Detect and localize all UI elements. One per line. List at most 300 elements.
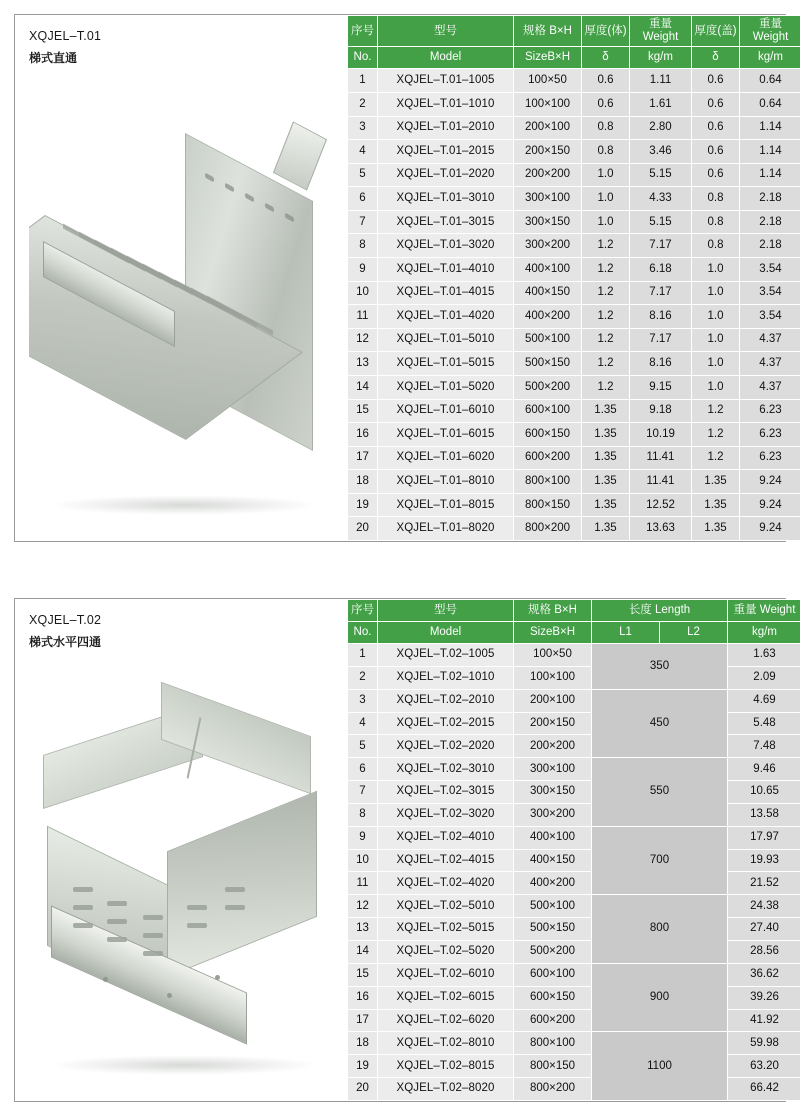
elbow-slot <box>187 905 207 910</box>
cell-no: 19 <box>348 1055 378 1078</box>
cell-value: 1.35 <box>692 493 740 517</box>
cell-value: 200×200 <box>514 735 592 758</box>
table-row <box>348 305 800 329</box>
cell-no: 14 <box>348 940 378 963</box>
cell-value: 400×150 <box>514 281 582 305</box>
cell-model: XQJEL–T.01–5010 <box>378 328 514 352</box>
table-row <box>348 872 800 895</box>
cell-length: 550 <box>592 758 728 827</box>
cell-value: 1.35 <box>582 446 630 470</box>
cell-value: 1.14 <box>740 163 800 187</box>
cell-model: XQJEL–T.01–6020 <box>378 446 514 470</box>
th2-l1: L1 <box>592 622 660 644</box>
cell-no: 16 <box>348 986 378 1009</box>
spec-table-horizontal-cross <box>347 599 800 1101</box>
cell-value: 1.0 <box>692 375 740 399</box>
th-no-cn: 序号 <box>348 16 378 47</box>
table-row <box>348 826 800 849</box>
table-row <box>348 399 800 423</box>
elbow-slot <box>225 905 245 910</box>
cell-no: 20 <box>348 1078 378 1101</box>
cell-no: 20 <box>348 517 378 541</box>
cell-weight: 41.92 <box>728 1009 800 1032</box>
table-row <box>348 140 800 164</box>
cell-weight: 4.69 <box>728 689 800 712</box>
cell-model: XQJEL–T.01–2010 <box>378 116 514 140</box>
cell-length: 800 <box>592 895 728 964</box>
table-row <box>348 281 800 305</box>
cell-value: 600×100 <box>514 963 592 986</box>
cell-model: XQJEL–T.02–8015 <box>378 1055 514 1078</box>
cell-value: 5.15 <box>630 210 692 234</box>
cell-no: 5 <box>348 735 378 758</box>
th2-model-en: Model <box>378 622 514 644</box>
cell-value: 0.8 <box>582 116 630 140</box>
cell-value: 1.0 <box>582 210 630 234</box>
cell-value: 7.17 <box>630 328 692 352</box>
table-row <box>348 93 800 117</box>
cell-no: 18 <box>348 470 378 494</box>
cell-model: XQJEL–T.02–2020 <box>378 735 514 758</box>
cell-value: 200×150 <box>514 140 582 164</box>
cell-value: 1.2 <box>582 258 630 282</box>
cell-value: 800×150 <box>514 1055 592 1078</box>
cell-value: 1.2 <box>582 328 630 352</box>
cell-value: 4.33 <box>630 187 692 211</box>
product-name-2: 梯式水平四通 <box>29 633 337 650</box>
th2-no-cn: 序号 <box>348 600 378 622</box>
cell-value: 200×150 <box>514 712 592 735</box>
tray-elbow-body <box>47 809 327 1039</box>
cell-weight: 59.98 <box>728 1032 800 1055</box>
cell-value: 1.35 <box>582 493 630 517</box>
cell-value: 0.6 <box>692 140 740 164</box>
product-photo-ladder-straight <box>29 77 339 531</box>
cell-value: 1.2 <box>582 281 630 305</box>
table-row <box>348 210 800 234</box>
table-row <box>348 1009 800 1032</box>
th-size-en: SizeB×H <box>514 47 582 69</box>
cell-value: 0.6 <box>692 116 740 140</box>
cell-value: 0.6 <box>582 69 630 93</box>
elbow-slot <box>187 923 207 928</box>
cell-value: 1.0 <box>692 305 740 329</box>
tray-end-cap <box>273 121 327 190</box>
cell-value: 3.54 <box>740 305 800 329</box>
cell-model: XQJEL–T.01–4015 <box>378 281 514 305</box>
cell-value: 6.23 <box>740 399 800 423</box>
cell-model: XQJEL–T.02–2015 <box>378 712 514 735</box>
th-thick-body-sym: δ <box>582 47 630 69</box>
cell-no: 13 <box>348 918 378 941</box>
cell-value: 5.15 <box>630 163 692 187</box>
cell-value: 400×150 <box>514 849 592 872</box>
table-row <box>348 375 800 399</box>
cell-value: 0.6 <box>582 93 630 117</box>
cell-value: 300×200 <box>514 803 592 826</box>
cell-value: 300×100 <box>514 758 592 781</box>
cell-model: XQJEL–T.01–3015 <box>378 210 514 234</box>
cell-value: 1.0 <box>582 163 630 187</box>
cell-value: 1.35 <box>692 470 740 494</box>
th2-weight-unit: kg/m <box>728 622 800 644</box>
cell-value: 600×200 <box>514 446 582 470</box>
product-name-1: 梯式直通 <box>29 49 337 66</box>
table-row <box>348 234 800 258</box>
th-model-en: Model <box>378 47 514 69</box>
cell-model: XQJEL–T.02–8010 <box>378 1032 514 1055</box>
cell-weight: 36.62 <box>728 963 800 986</box>
elbow-slot <box>73 887 93 892</box>
cell-model: XQJEL–T.02–6010 <box>378 963 514 986</box>
table-row <box>348 895 800 918</box>
cell-model: XQJEL–T.02–6015 <box>378 986 514 1009</box>
cell-value: 800×100 <box>514 1032 592 1055</box>
cell-value: 9.24 <box>740 517 800 541</box>
cell-model: XQJEL–T.01–8010 <box>378 470 514 494</box>
cell-value: 400×100 <box>514 826 592 849</box>
cell-model: XQJEL–T.02–5020 <box>378 940 514 963</box>
cell-value: 7.17 <box>630 281 692 305</box>
cell-weight: 63.20 <box>728 1055 800 1078</box>
elbow-slot <box>143 933 163 938</box>
cell-value: 800×200 <box>514 517 582 541</box>
cell-value: 0.6 <box>692 93 740 117</box>
elbow-slot <box>143 951 163 956</box>
cell-value: 1.0 <box>582 187 630 211</box>
th-thick-cover-cn: 厚度(盖) <box>692 16 740 47</box>
table-row <box>348 258 800 282</box>
cell-model: XQJEL–T.02–1005 <box>378 644 514 667</box>
cell-value: 500×100 <box>514 328 582 352</box>
cell-value: 11.41 <box>630 470 692 494</box>
cell-no: 18 <box>348 1032 378 1055</box>
table-row <box>348 666 800 689</box>
cell-value: 100×100 <box>514 666 592 689</box>
th-no-en: No. <box>348 47 378 69</box>
cell-no: 1 <box>348 69 378 93</box>
cell-value: 0.8 <box>582 140 630 164</box>
catalog-page <box>0 14 800 1116</box>
cell-no: 11 <box>348 872 378 895</box>
cell-model: XQJEL–T.02–1010 <box>378 666 514 689</box>
cell-no: 11 <box>348 305 378 329</box>
cell-value: 8.16 <box>630 305 692 329</box>
cell-weight: 66.42 <box>728 1078 800 1101</box>
cell-model: XQJEL–T.02–4010 <box>378 826 514 849</box>
cell-value: 2.80 <box>630 116 692 140</box>
cell-no: 15 <box>348 399 378 423</box>
th-size-cn: 规格 B×H <box>514 16 582 47</box>
cell-value: 4.37 <box>740 375 800 399</box>
cell-no: 2 <box>348 93 378 117</box>
table-row <box>348 493 800 517</box>
th-weight-cover-unit: kg/m <box>740 47 800 69</box>
cover-wing-right <box>161 682 311 795</box>
cell-weight: 24.38 <box>728 895 800 918</box>
table-row <box>348 423 800 447</box>
cell-model: XQJEL–T.02–3015 <box>378 781 514 804</box>
cell-value: 2.18 <box>740 187 800 211</box>
th-weight-cover-cn: 重量 Weight <box>740 16 800 47</box>
cell-no: 6 <box>348 187 378 211</box>
th-weight-body-cn: 重量 Weight <box>630 16 692 47</box>
cell-value: 0.8 <box>692 187 740 211</box>
table-row <box>348 470 800 494</box>
elbow-rivet <box>215 975 220 980</box>
cell-value: 3.54 <box>740 281 800 305</box>
cell-value: 300×150 <box>514 210 582 234</box>
cell-no: 6 <box>348 758 378 781</box>
cell-no: 17 <box>348 446 378 470</box>
cell-no: 17 <box>348 1009 378 1032</box>
cell-value: 9.15 <box>630 375 692 399</box>
table-row <box>348 940 800 963</box>
cell-length: 700 <box>592 826 728 895</box>
elbow-slot <box>143 915 163 920</box>
cell-weight: 27.40 <box>728 918 800 941</box>
cell-value: 1.2 <box>692 423 740 447</box>
cell-length: 350 <box>592 644 728 690</box>
table-row <box>348 781 800 804</box>
th2-model-cn: 型号 <box>378 600 514 622</box>
cell-value: 0.6 <box>692 69 740 93</box>
table-row <box>348 918 800 941</box>
th-thick-cover-sym: δ <box>692 47 740 69</box>
cell-model: XQJEL–T.01–5015 <box>378 352 514 376</box>
cell-length: 1100 <box>592 1032 728 1101</box>
table-row <box>348 1078 800 1101</box>
cell-value: 1.35 <box>582 423 630 447</box>
cell-model: XQJEL–T.02–6020 <box>378 1009 514 1032</box>
cell-model: XQJEL–T.01–2020 <box>378 163 514 187</box>
cell-value: 3.54 <box>740 258 800 282</box>
cell-model: XQJEL–T.01–1005 <box>378 69 514 93</box>
cell-no: 9 <box>348 826 378 849</box>
cell-value: 500×150 <box>514 918 592 941</box>
cell-no: 14 <box>348 375 378 399</box>
product-block-horizontal-cross <box>14 598 786 1102</box>
tray-illustration-straight <box>35 129 335 459</box>
cell-value: 1.0 <box>692 281 740 305</box>
cell-model: XQJEL–T.02–8020 <box>378 1078 514 1101</box>
cell-value: 800×150 <box>514 493 582 517</box>
cell-value: 600×100 <box>514 399 582 423</box>
cell-no: 15 <box>348 963 378 986</box>
cell-value: 13.63 <box>630 517 692 541</box>
tray-illustration-cross <box>29 701 339 1051</box>
cell-value: 0.64 <box>740 69 800 93</box>
cell-weight: 7.48 <box>728 735 800 758</box>
cell-no: 8 <box>348 803 378 826</box>
cell-model: XQJEL–T.02–4020 <box>378 872 514 895</box>
th2-l2: L2 <box>660 622 728 644</box>
table-row <box>348 735 800 758</box>
cell-no: 3 <box>348 689 378 712</box>
table-row <box>348 803 800 826</box>
cell-value: 400×200 <box>514 872 592 895</box>
cell-model: XQJEL–T.01–2015 <box>378 140 514 164</box>
elbow-slot <box>107 901 127 906</box>
cell-weight: 39.26 <box>728 986 800 1009</box>
cell-model: XQJEL–T.02–3010 <box>378 758 514 781</box>
cell-length: 450 <box>592 689 728 758</box>
cell-value: 1.2 <box>582 375 630 399</box>
cell-value: 300×150 <box>514 781 592 804</box>
elbow-rivet <box>167 993 172 998</box>
cell-value: 1.35 <box>582 517 630 541</box>
cell-weight: 9.46 <box>728 758 800 781</box>
elbow-slot <box>107 919 127 924</box>
cell-no: 12 <box>348 895 378 918</box>
cell-value: 1.2 <box>582 305 630 329</box>
cell-value: 100×100 <box>514 93 582 117</box>
cell-value: 9.18 <box>630 399 692 423</box>
table-row <box>348 446 800 470</box>
cell-no: 2 <box>348 666 378 689</box>
cell-length: 900 <box>592 963 728 1032</box>
cell-value: 4.37 <box>740 352 800 376</box>
cell-model: XQJEL–T.01–4010 <box>378 258 514 282</box>
cell-value: 0.8 <box>692 234 740 258</box>
cell-no: 5 <box>348 163 378 187</box>
cell-value: 6.23 <box>740 423 800 447</box>
cell-model: XQJEL–T.01–5020 <box>378 375 514 399</box>
th2-weight-cn: 重量 Weight <box>728 600 800 622</box>
cell-value: 200×100 <box>514 689 592 712</box>
cell-weight: 5.48 <box>728 712 800 735</box>
cell-value: 600×150 <box>514 423 582 447</box>
cell-value: 2.18 <box>740 210 800 234</box>
elbow-slot <box>225 887 245 892</box>
cell-weight: 21.52 <box>728 872 800 895</box>
table-row <box>348 1055 800 1078</box>
cell-value: 4.37 <box>740 328 800 352</box>
elbow-right-arm <box>167 791 317 978</box>
cell-value: 500×150 <box>514 352 582 376</box>
cell-weight: 10.65 <box>728 781 800 804</box>
cell-value: 200×200 <box>514 163 582 187</box>
product-photo-horizontal-cross <box>29 661 339 1091</box>
th2-no-en: No. <box>348 622 378 644</box>
cell-value: 800×100 <box>514 470 582 494</box>
spec-table-pane-1 <box>347 15 800 541</box>
cell-model: XQJEL–T.02–5015 <box>378 918 514 941</box>
table-row <box>348 712 800 735</box>
table-row <box>348 986 800 1009</box>
spec-table-pane-2 <box>347 599 800 1101</box>
table-row <box>348 163 800 187</box>
cell-value: 0.8 <box>692 210 740 234</box>
cell-value: 1.35 <box>582 399 630 423</box>
cell-value: 300×200 <box>514 234 582 258</box>
cell-value: 400×100 <box>514 258 582 282</box>
cell-value: 300×100 <box>514 187 582 211</box>
cell-value: 1.11 <box>630 69 692 93</box>
cell-no: 10 <box>348 849 378 872</box>
cell-model: XQJEL–T.01–6010 <box>378 399 514 423</box>
cell-value: 1.35 <box>582 470 630 494</box>
cell-no: 13 <box>348 352 378 376</box>
cell-no: 1 <box>348 644 378 667</box>
th-model-cn: 型号 <box>378 16 514 47</box>
cell-value: 6.23 <box>740 446 800 470</box>
elbow-slot <box>73 905 93 910</box>
table-row <box>348 187 800 211</box>
cell-no: 7 <box>348 781 378 804</box>
spec-table-ladder-straight <box>347 15 800 541</box>
cell-value: 8.16 <box>630 352 692 376</box>
table-row <box>348 963 800 986</box>
table-row <box>348 116 800 140</box>
cell-model: XQJEL–T.01–8015 <box>378 493 514 517</box>
product-info-pane-2 <box>15 599 347 1101</box>
cell-value: 9.24 <box>740 493 800 517</box>
cell-no: 4 <box>348 712 378 735</box>
cell-value: 200×100 <box>514 116 582 140</box>
table-row <box>348 352 800 376</box>
cell-model: XQJEL–T.01–1010 <box>378 93 514 117</box>
cell-model: XQJEL–T.02–5010 <box>378 895 514 918</box>
elbow-rivet <box>103 977 108 982</box>
cell-no: 3 <box>348 116 378 140</box>
elbow-slot <box>73 923 93 928</box>
product-code-1: XQJEL–T.01 <box>29 29 337 43</box>
photo-shadow <box>49 1055 319 1075</box>
table-row <box>348 328 800 352</box>
cell-value: 1.61 <box>630 93 692 117</box>
cell-value: 1.2 <box>582 352 630 376</box>
cell-no: 4 <box>348 140 378 164</box>
photo-shadow <box>49 495 319 515</box>
cell-weight: 17.97 <box>728 826 800 849</box>
cell-value: 1.35 <box>692 517 740 541</box>
th-weight-body-unit: kg/m <box>630 47 692 69</box>
cell-value: 12.52 <box>630 493 692 517</box>
elbow-slot <box>107 937 127 942</box>
table-row <box>348 644 800 667</box>
cell-model: XQJEL–T.01–3020 <box>378 234 514 258</box>
cell-value: 500×200 <box>514 375 582 399</box>
cell-value: 1.14 <box>740 116 800 140</box>
cell-value: 1.0 <box>692 258 740 282</box>
cell-weight: 28.56 <box>728 940 800 963</box>
cell-weight: 19.93 <box>728 849 800 872</box>
cell-value: 0.64 <box>740 93 800 117</box>
table-row <box>348 69 800 93</box>
cell-value: 2.18 <box>740 234 800 258</box>
cell-model: XQJEL–T.02–4015 <box>378 849 514 872</box>
cell-value: 6.18 <box>630 258 692 282</box>
cell-model: XQJEL–T.01–8020 <box>378 517 514 541</box>
cell-no: 19 <box>348 493 378 517</box>
cell-model: XQJEL–T.02–3020 <box>378 803 514 826</box>
cell-value: 1.14 <box>740 140 800 164</box>
cell-value: 1.2 <box>692 446 740 470</box>
cell-value: 11.41 <box>630 446 692 470</box>
cell-no: 7 <box>348 210 378 234</box>
product-info-pane-1 <box>15 15 347 541</box>
cell-model: XQJEL–T.02–2010 <box>378 689 514 712</box>
cell-value: 7.17 <box>630 234 692 258</box>
cell-weight: 1.63 <box>728 644 800 667</box>
cell-value: 1.0 <box>692 352 740 376</box>
cell-no: 10 <box>348 281 378 305</box>
cell-no: 12 <box>348 328 378 352</box>
cell-value: 1.2 <box>582 234 630 258</box>
cell-value: 0.6 <box>692 163 740 187</box>
table-row <box>348 517 800 541</box>
